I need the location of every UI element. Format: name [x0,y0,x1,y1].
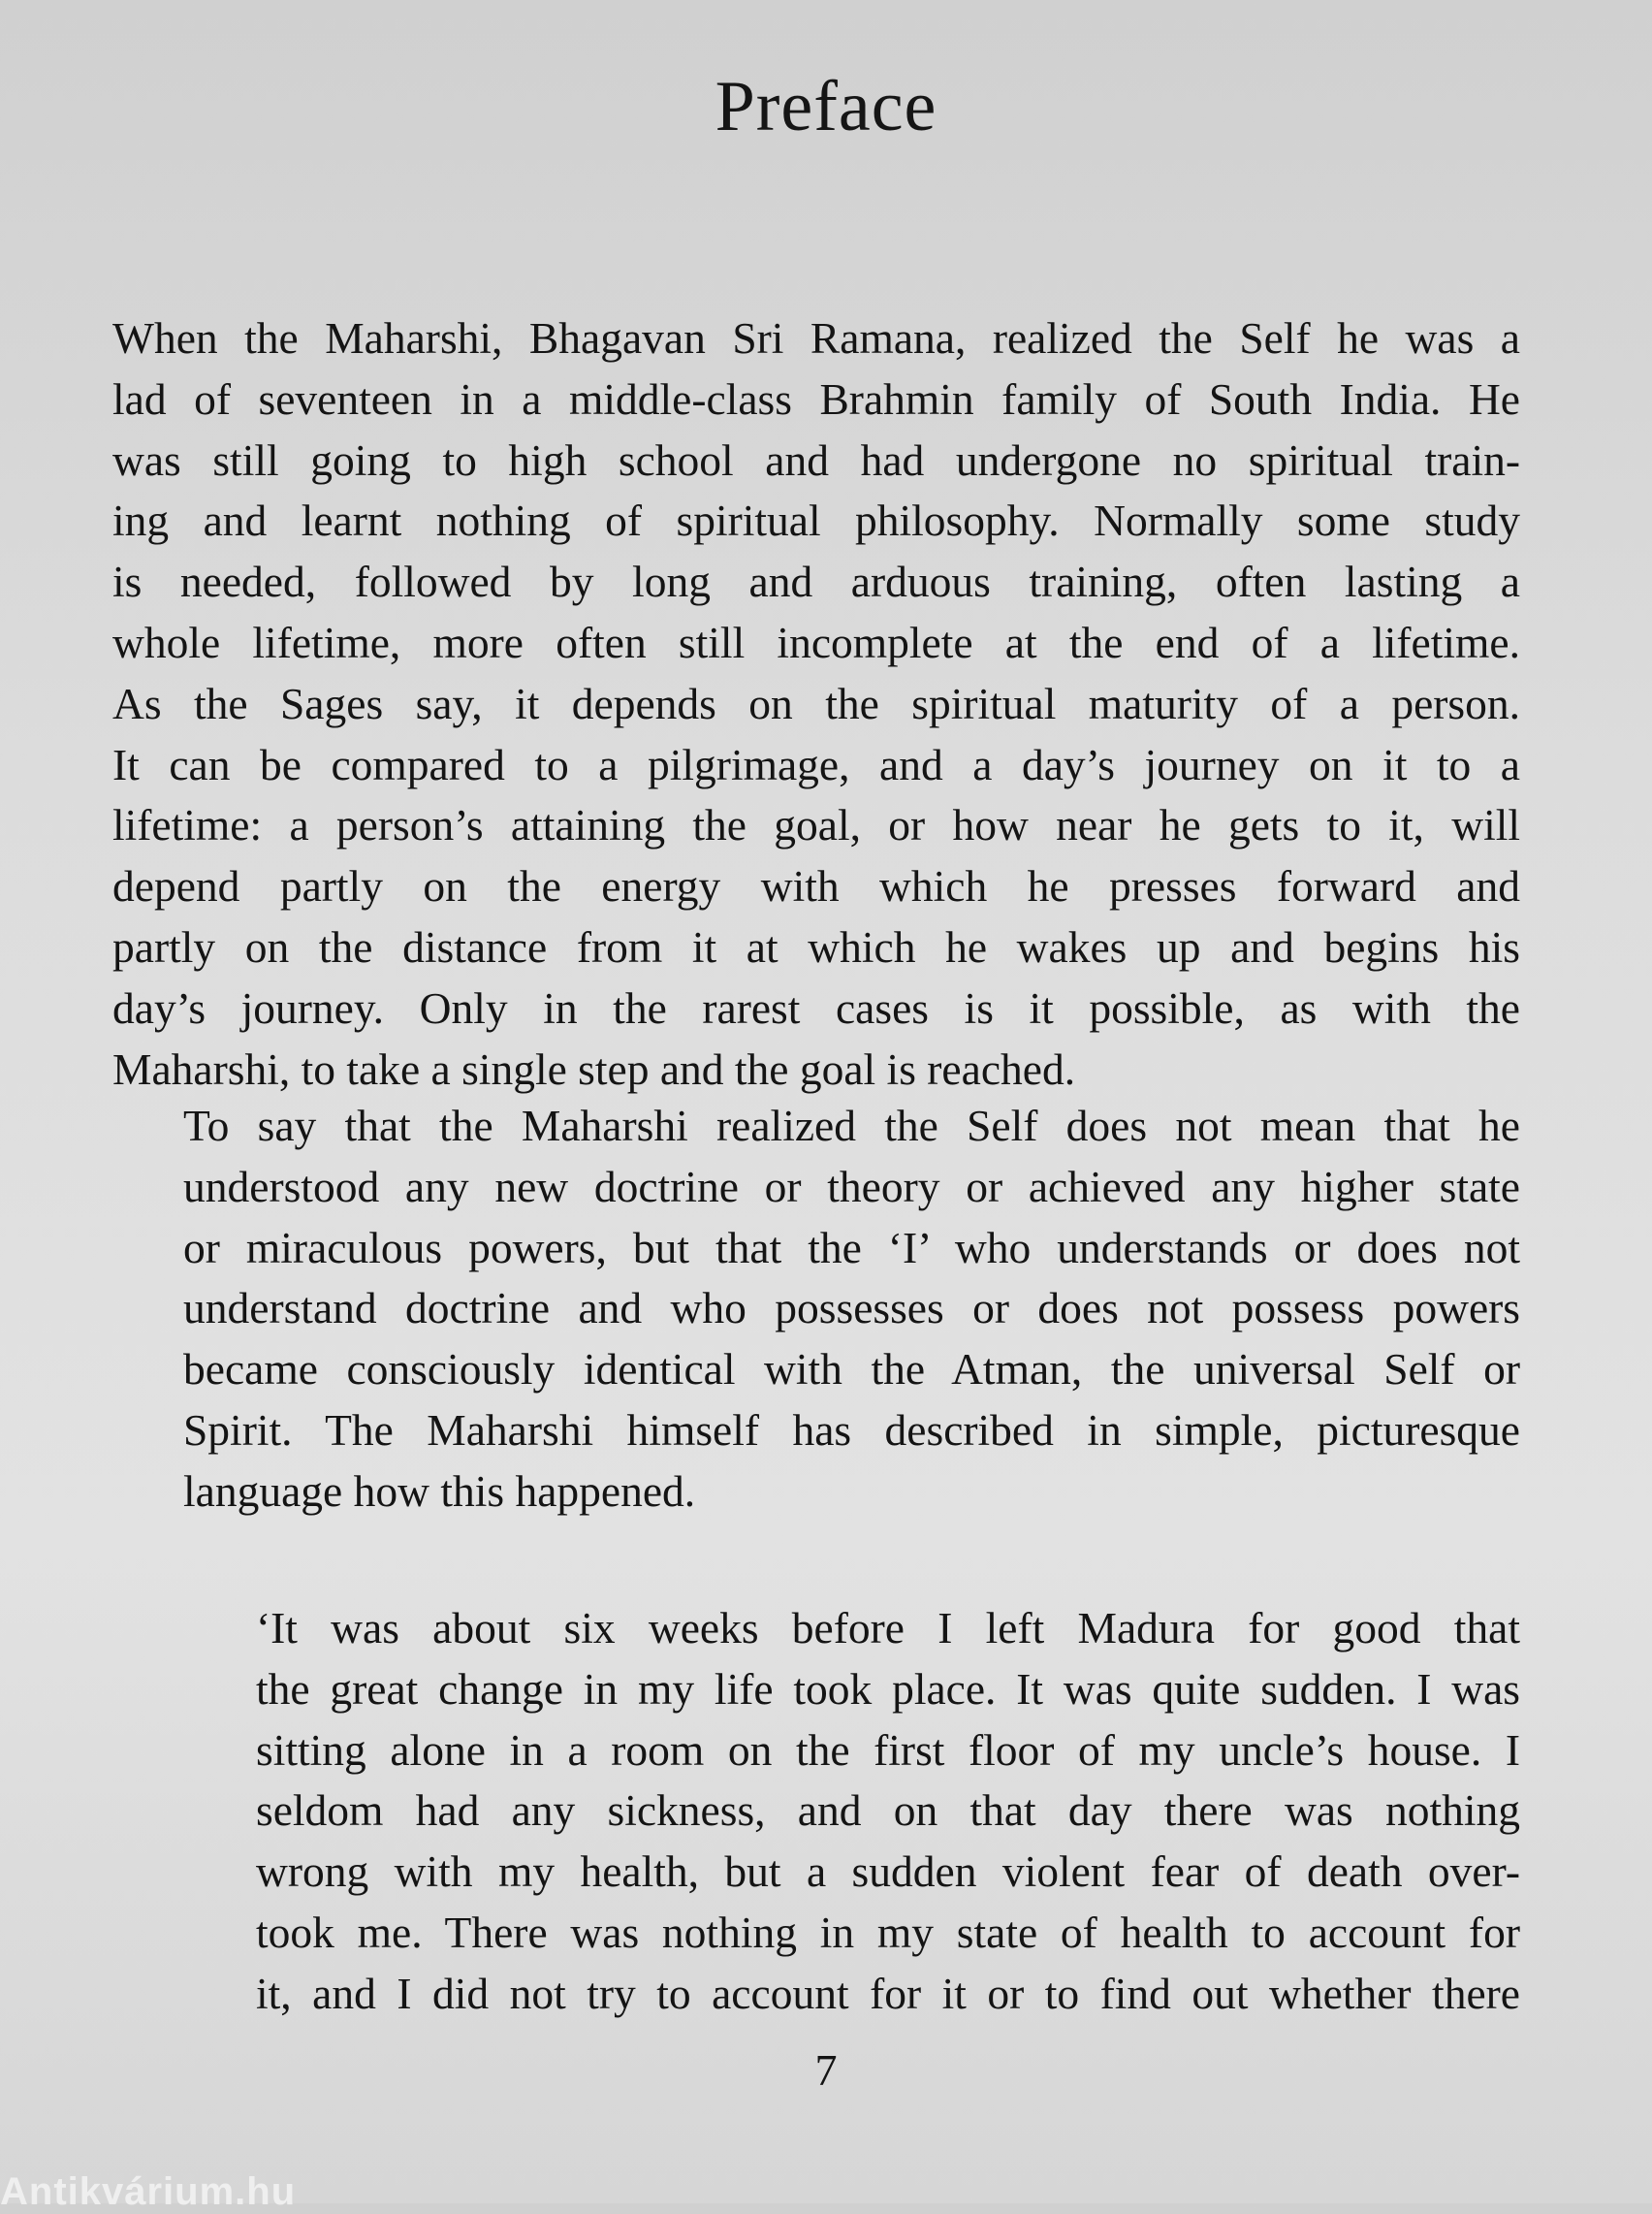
paragraph-2 [101,1096,1520,1523]
page-title: Preface [715,67,937,146]
text-line: is needed, followed by long and arduous training, often lasting a [112,557,1520,607]
text-line: became consciously identical with the Atman, the universal Self or [183,1344,1520,1395]
text-line: day’s journey. Only in the rarest cases is it possible, as with the [112,982,1520,1033]
text-line: sitting alone in a room on the first floor of my uncle’s house. I [256,1724,1520,1775]
text-line: ‘It was about six weeks before I left Madura for good that [256,1603,1520,1652]
text-line: understood any new doctrine or theory or achieved any higher state [183,1161,1520,1211]
text-line: understand doctrine and who possesses or does not possess powers [183,1283,1520,1333]
block-quote [173,1598,1520,2025]
text-line: lad of seventeen in a middle-class Brahmin family of South India. He [112,373,1520,424]
text-line: partly on the distance from it at which he wakes up and begins his [112,921,1520,972]
text-line: Maharshi, to take a single step and the goal is reached. [112,1043,1076,1094]
page-number: 7 [814,2045,838,2095]
text-line: wrong with my health, but a sudden violent fear of death over- [256,1846,1520,1897]
text-line: was still going to high school and had undergone no spiritual train- [112,434,1520,485]
text-line: whole lifetime, more often still incomplete at the end of a lifetime. [112,617,1520,667]
text-line: it, and I did not try to account for it or to find out whether there [256,1968,1520,2018]
watermark: Antikvárium.hu [0,2170,297,2213]
text-line: depend partly on the energy with which he presses forward and [112,861,1520,912]
text-line: To say that the Maharshi realized the Self does not mean that he [183,1101,1520,1150]
text-line: Spirit. The Maharshi himself has described in simple, picturesque [183,1404,1520,1455]
text-line: As the Sages say, it depends on the spiritual maturity of a person. [112,678,1520,728]
text-line: language how this happened. [183,1465,696,1516]
text-line: or miraculous powers, but that the ‘I’ who understands or does not [183,1222,1520,1272]
text-line: ing and learnt nothing of spiritual philosophy. Normally some study [112,496,1520,546]
text-line: lifetime: a person’s attaining the goal, or how near he gets to it, will [112,800,1520,850]
text-line: When the Maharshi, Bhagavan Sri Ramana, realized the Self he was a [112,313,1520,363]
text-line: It can be compared to a pilgrimage, and a day’s journey on it to a [112,739,1520,789]
text-line: the great change in my life took place. It was quite sudden. I was [256,1663,1520,1714]
paragraph-1 [112,308,1520,1100]
text-line: took me. There was nothing in my state of health to account for [256,1907,1520,1957]
text-line: seldom had any sickness, and on that day there was nothing [256,1785,1520,1836]
